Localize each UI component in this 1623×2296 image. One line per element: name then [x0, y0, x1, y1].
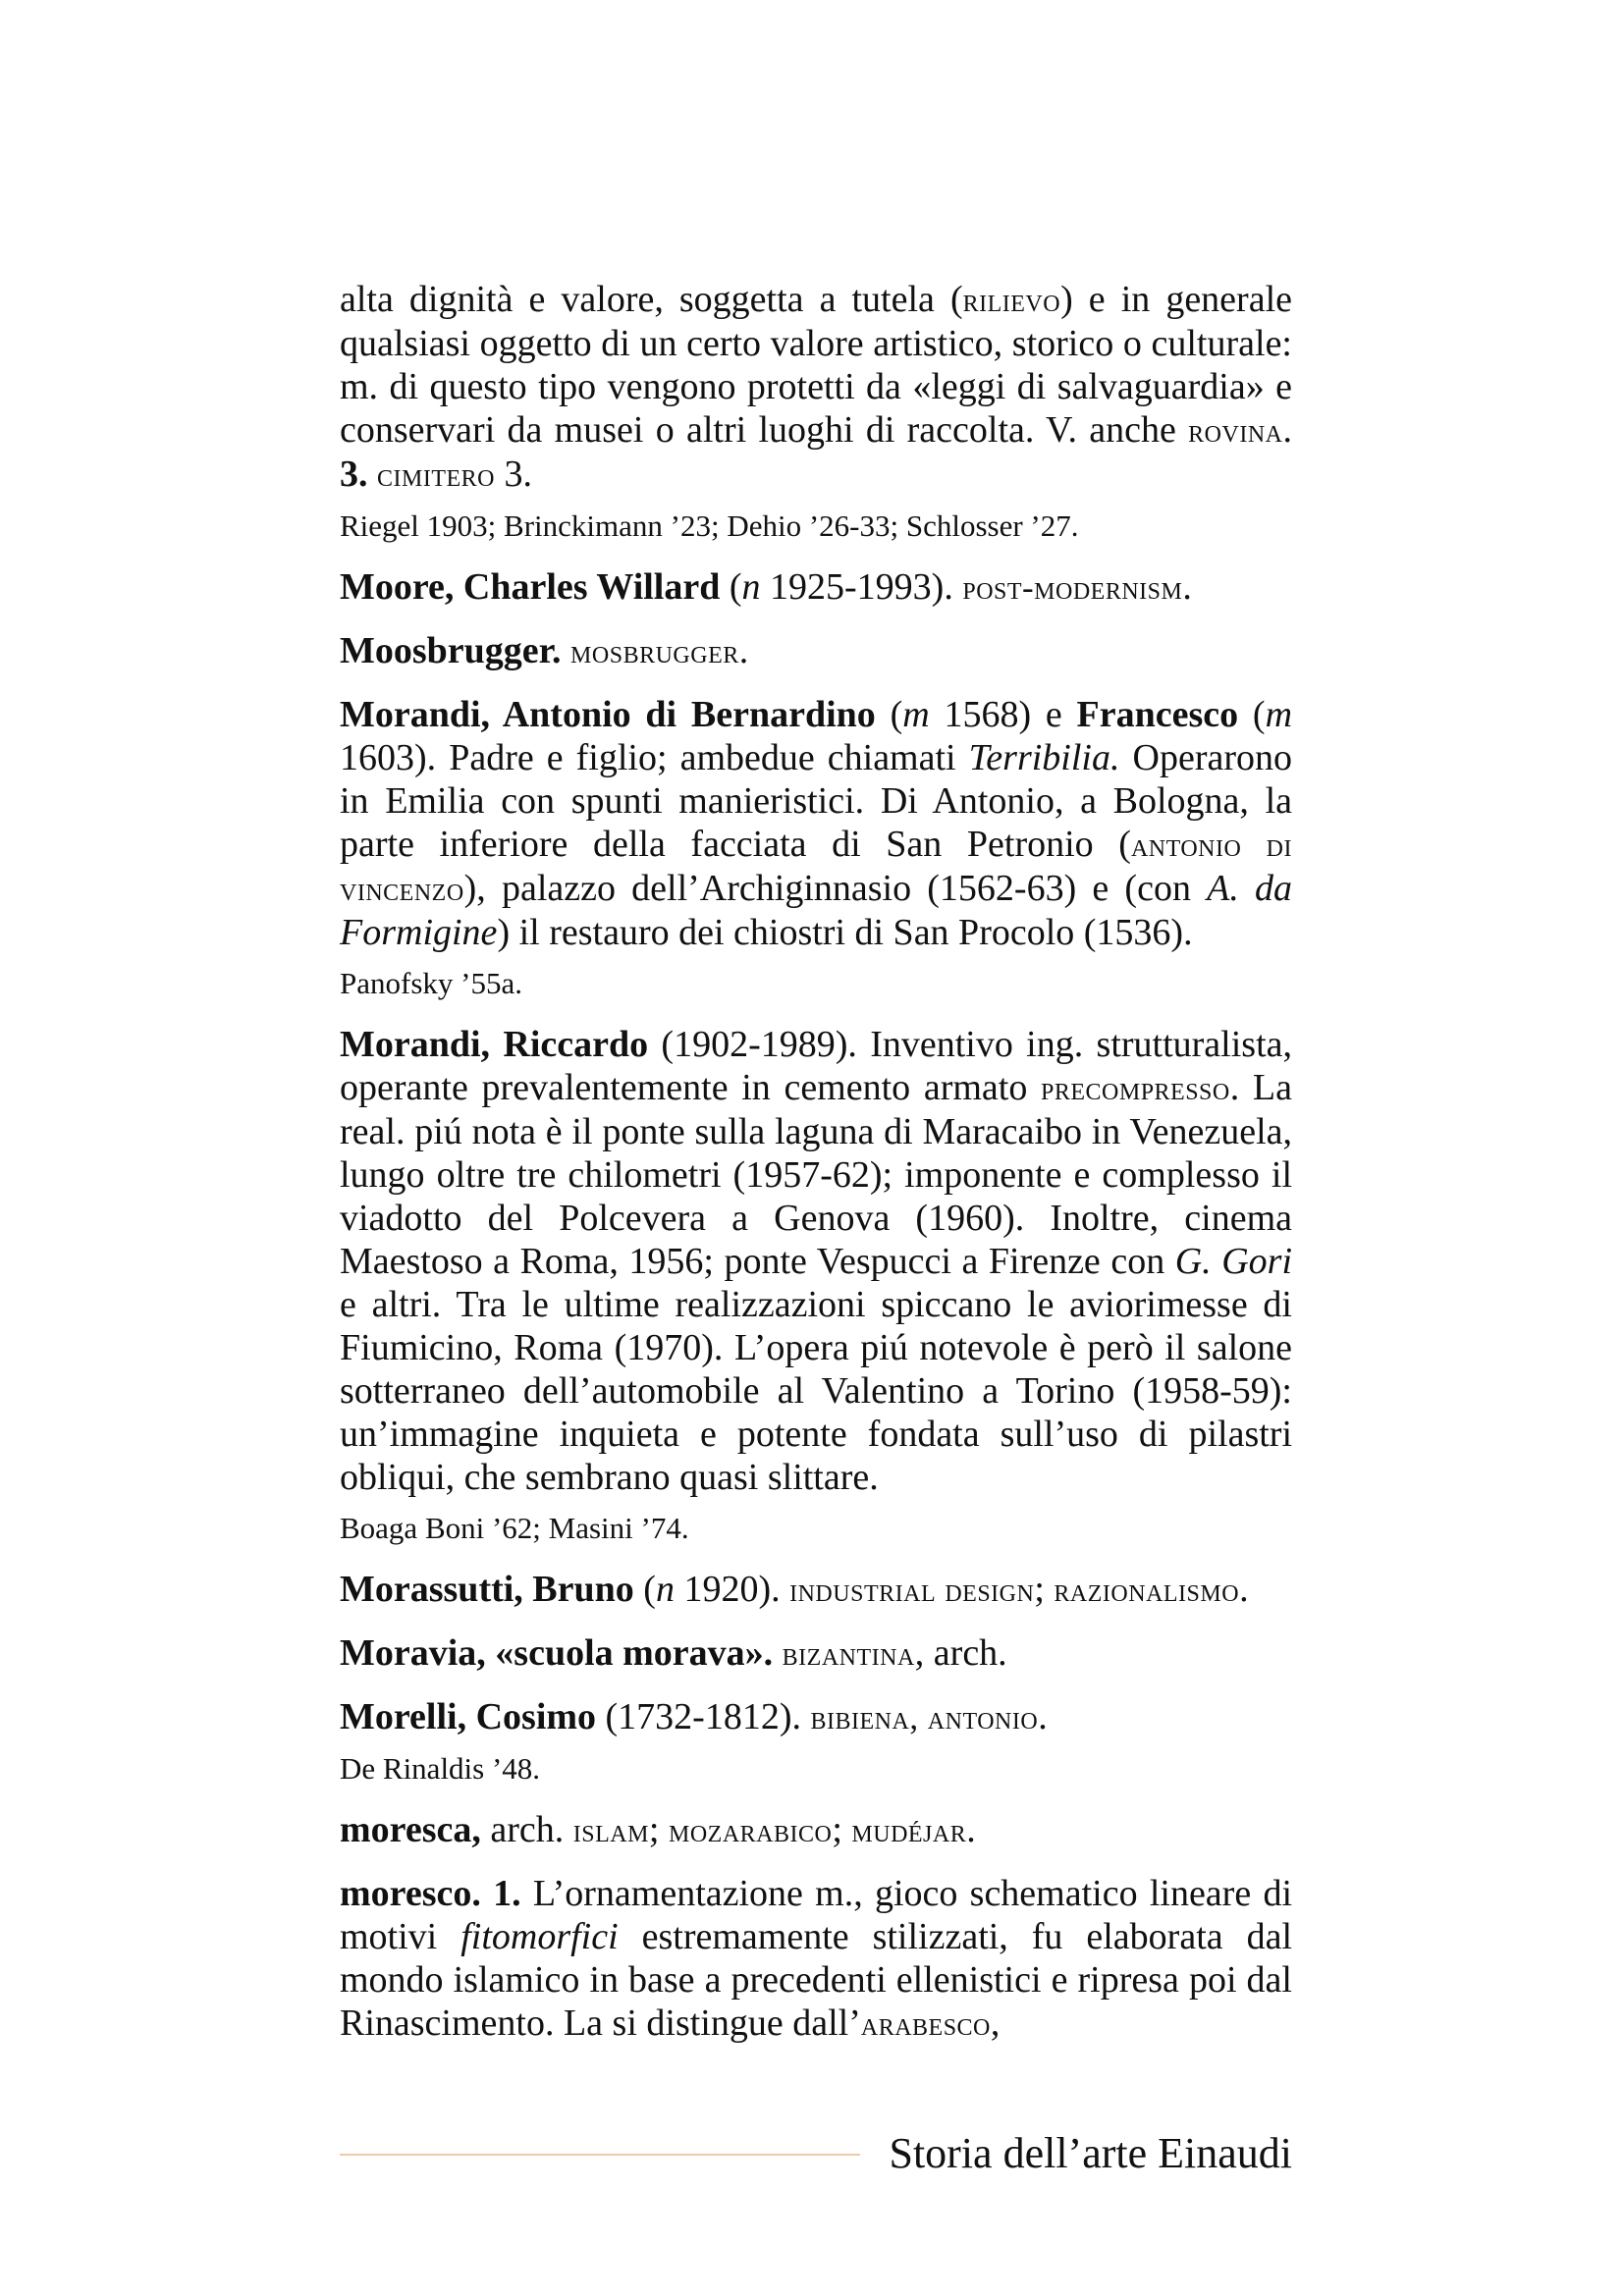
- entry-text: Operarono in Emilia con spunti manieristici. Di Antonio, a Bologna, la parte inferiore della facciata di San Petronio (: [340, 737, 1292, 865]
- entry-text: (: [633, 1569, 656, 1610]
- page-footer: [340, 2124, 1292, 2183]
- entry-text: ;: [832, 1809, 852, 1850]
- entry-text: n: [741, 566, 761, 608]
- entry-text: Terribilia.: [968, 737, 1120, 778]
- cross-reference[interactable]: mosbrugger: [570, 632, 739, 670]
- footer-rule: [340, 2154, 860, 2156]
- entry-text: fitomorfici: [460, 1916, 619, 1957]
- entry-text: ) il restauro dei chiostri di San Procolo (1536).: [497, 912, 1193, 953]
- entry-text: (: [720, 566, 742, 608]
- entry-text: , arch.: [914, 1632, 1007, 1674]
- entry-text: .: [1239, 1569, 1249, 1610]
- entry-morassutti: [340, 1568, 1292, 1612]
- entry-text: m: [902, 694, 930, 735]
- entry-text: (: [875, 694, 903, 735]
- footer-title: Storia dell’arte Einaudi: [889, 2129, 1292, 2177]
- entry-moore: [340, 565, 1292, 610]
- entry-text: A. da Formigine: [340, 868, 1293, 953]
- entry-text: .: [1038, 1696, 1048, 1737]
- bibliography: Panofsky ’55a.: [340, 966, 522, 1000]
- entry-text: (1732-1812).: [596, 1696, 811, 1737]
- entry-text: ;: [648, 1809, 669, 1850]
- cross-reference[interactable]: bibiena, antonio: [810, 1698, 1039, 1736]
- entry-text: alta dignità e valore, soggetta a tutela (: [340, 279, 963, 320]
- entry-moravia: [340, 1631, 1292, 1676]
- sense-number: 1.: [493, 1873, 521, 1914]
- cross-reference[interactable]: mudéjar: [851, 1811, 967, 1849]
- cross-reference[interactable]: arabesco: [860, 2004, 991, 2043]
- entry-headword: moresco.: [340, 1873, 481, 1914]
- entry-text: . La real. piú nota è il ponte sulla laguna di Maracaibo in Venezuela, lungo oltre tre chilometri (1957-62); imponente e complesso il viadotto del Polcevera a Genova (1960). Inoltre, cinema Maestoso a Roma, 1956; ponte Vespucci a Firenze con: [340, 1067, 1292, 1282]
- entry-text: ,: [990, 2002, 1001, 2044]
- entry-monumento-continuation: [340, 278, 1292, 497]
- entry-text: 1568) e: [929, 694, 1077, 735]
- cross-reference[interactable]: islam: [572, 1811, 649, 1849]
- entry-headword: moresca,: [340, 1809, 481, 1850]
- entry-headword: Morelli, Cosimo: [340, 1696, 597, 1737]
- entry-text: 3.: [495, 454, 532, 495]
- cross-reference[interactable]: rilievo: [962, 281, 1061, 319]
- entry-morandi-riccardo: [340, 1023, 1292, 1499]
- entry-morandi-antonio: [340, 693, 1292, 954]
- entry-text: 1603). Padre e figlio; ambedue chiamati: [340, 737, 969, 778]
- entry-headword: Morandi, Antonio di Bernardino: [340, 694, 876, 735]
- bibliography: Riegel 1903; Brinckimann ’23; Dehio ’26-33; Schlosser ’27.: [340, 508, 1079, 543]
- cross-reference[interactable]: rovina: [1188, 411, 1283, 450]
- entry-text: arch.: [480, 1809, 573, 1850]
- bibliography: De Rinaldis ’48.: [340, 1751, 541, 1786]
- sense-number: 3.: [340, 454, 368, 495]
- entry-headword: Moore, Charles Willard: [340, 566, 721, 608]
- cross-reference[interactable]: mozarabico: [668, 1811, 833, 1849]
- entry-text: (: [1238, 694, 1266, 735]
- cross-reference[interactable]: post-modernism: [962, 568, 1183, 607]
- entry-moresco: [340, 1872, 1292, 2046]
- entry-headword: Moravia, «scuola morava».: [340, 1632, 774, 1674]
- entry-headword: Morandi, Riccardo: [340, 1024, 649, 1065]
- entry-text: ;: [1034, 1569, 1055, 1610]
- entry-text: n: [655, 1569, 675, 1610]
- entry-text: G. Gori: [1174, 1241, 1292, 1282]
- entry-text: ) e in generale qualsiasi oggetto di un certo valore artistico, storico o culturale: m. di questo tipo vengono protetti da «leggi di salvaguardia» e conservari da musei o altri luoghi di raccolta. V. anche: [340, 279, 1292, 451]
- entry-text: .: [738, 630, 749, 671]
- cross-reference[interactable]: cimitero: [377, 455, 495, 494]
- entry-text: .: [966, 1809, 976, 1850]
- entry-headword: Morassutti, Bruno: [340, 1569, 634, 1610]
- entry-text: 1925-1993).: [760, 566, 963, 608]
- entry-text: ), palazzo dell’Archiginnasio (1562-63) e (con: [463, 868, 1208, 909]
- bibliography: Boaga Boni ’62; Masini ’74.: [340, 1511, 689, 1545]
- entry-headword: Francesco: [1076, 694, 1239, 735]
- cross-reference[interactable]: precompresso: [1041, 1069, 1230, 1107]
- entry-moresca: [340, 1808, 1292, 1852]
- entry-morelli: [340, 1695, 1292, 1739]
- entry-headword: Moosbrugger.: [340, 630, 562, 671]
- entry-text: .: [1282, 409, 1292, 451]
- cross-reference[interactable]: bizantina: [782, 1634, 915, 1673]
- entry-text: e altri. Tra le ultime realizzazioni spiccano le aviorimesse di Fiumicino, Roma (1970). L’opera piú notevole è però il salone sotterraneo dell’automobile al Valentino a Torino (1958-59): un’immagine inquieta e potente fondata sull’uso di pilastri obliqui, che sembrano quasi slittare.: [340, 1284, 1292, 1498]
- cross-reference[interactable]: razionalismo: [1054, 1571, 1240, 1609]
- entry-text: L’ornamentazione m., gioco schematico lineare di motivi: [340, 1873, 1293, 1957]
- entry-text: m: [1265, 694, 1293, 735]
- cross-reference[interactable]: antonio di vincenzo: [340, 826, 1292, 908]
- cross-reference[interactable]: industrial design: [789, 1571, 1035, 1609]
- entry-text: 1920).: [674, 1569, 790, 1610]
- entry-text: .: [1182, 566, 1192, 608]
- entry-text: (1902-1989). Inventivo ing. strutturalista, operante prevalentemente in cemento armato: [340, 1024, 1292, 1108]
- entry-moosbrugger: [340, 629, 1292, 673]
- dictionary-page: [340, 278, 1292, 2056]
- entry-text: estremamente stilizzati, fu elaborata dal mondo islamico in base a precedenti ellenistici e ripresa poi dal Rinascimento. La si distingue dall’: [340, 1916, 1292, 2044]
